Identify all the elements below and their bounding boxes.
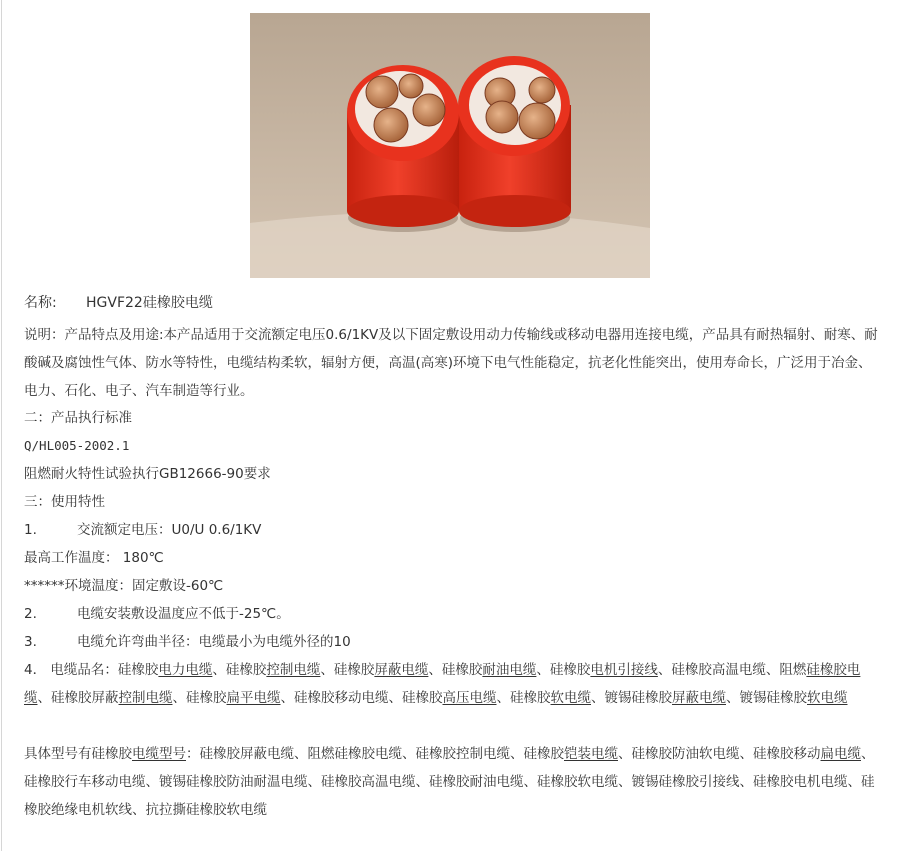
cable-type-link[interactable]: 控制电缆: [266, 662, 321, 678]
max-temperature: 最高工作温度： 180℃: [24, 550, 164, 566]
product-description: 说明：产品特点及用途:本产品适用于交流额定电压0.6/1KV及以下固定敷设用动力传输线或移动电器用连接电缆，产品具有耐热辐射、耐寒、耐酸碱及腐蚀性气体、防水等特性，电缆结构柔软，辐射方便，高温(高寒)环境下电气性能稳定，抗老化性能突出，使用寿命长，广泛用于冶金、电力、石化、电子、汽车制造等行业。: [24, 327, 878, 399]
text-segment: 、镀锡硅橡胶: [726, 690, 807, 706]
feature-item-1: [24, 516, 884, 544]
name-label: 名称:: [24, 295, 57, 311]
text-segment: 、硅橡胶屏蔽: [37, 690, 119, 706]
standard-code: Q/HL005-2002.1: [24, 438, 130, 453]
cable-type-link[interactable]: 高压电缆: [442, 690, 497, 706]
text-segment: 、硅橡胶移动电缆、硅橡胶: [280, 690, 443, 706]
cable-type-link[interactable]: 软电缆: [807, 690, 848, 706]
cable-type-link[interactable]: 扁平电缆: [226, 690, 281, 706]
text-segment: 4． 电缆品名：硅橡胶: [24, 662, 159, 678]
install-temperature: 电缆安装敷设温度应不低于-25℃。: [77, 606, 290, 622]
text-segment: ：硅橡胶屏蔽电缆、阻燃硅橡胶电缆、硅橡胶控制电缆、硅橡胶: [186, 746, 564, 762]
text-segment: 、镀锡硅橡胶: [591, 690, 672, 706]
text-segment: 、硅橡胶行车移动电缆、镀锡硅橡胶防油耐温电缆、硅橡胶高温电缆、硅橡胶耐油电缆、硅橡胶软电缆、镀锡硅橡胶引接线、硅橡胶电机电缆、硅橡胶绝缘电机软线、抗拉撕硅橡胶软电缆: [24, 746, 875, 818]
cable-type-link[interactable]: 耐油电缆: [482, 662, 537, 678]
cable-type-link[interactable]: 铠装电缆: [564, 746, 618, 762]
feature-item-2: [24, 600, 884, 628]
product-name-line: [24, 289, 884, 317]
product-name: HGVF22硅橡胶电缆: [86, 295, 213, 311]
cable-type-link[interactable]: 屏蔽电缆: [672, 690, 726, 706]
cable-product-names: [24, 656, 884, 712]
cable-type-link[interactable]: 硅橡胶电缆: [24, 662, 861, 706]
feature-item-3: [24, 628, 884, 656]
cable-type-link[interactable]: 电缆型号: [132, 746, 186, 762]
cable-photo: [250, 13, 650, 278]
cable-type-link[interactable]: 控制电缆: [118, 690, 173, 706]
cable-type-link[interactable]: 电机引接线: [590, 662, 658, 678]
cable-type-link[interactable]: 扁电缆: [820, 746, 861, 762]
text-segment: 、硅橡胶: [320, 662, 375, 678]
cable-type-link[interactable]: 电力电缆: [158, 662, 213, 678]
cable-type-link[interactable]: 屏蔽电缆: [374, 662, 429, 678]
text-segment: 、硅橡胶: [536, 662, 591, 678]
rated-voltage: 交流额定电压：U0/U 0.6/1KV: [77, 522, 262, 538]
text-segment: 、硅橡胶: [428, 662, 483, 678]
item-number: 3.: [24, 634, 37, 650]
text-segment: 、硅橡胶: [212, 662, 267, 678]
text-segment: 、硅橡胶高温电缆、阻燃: [657, 662, 807, 678]
text-segment: 、硅橡胶: [496, 690, 551, 706]
text-segment: 、硅橡胶防油软电缆、硅橡胶移动: [618, 746, 821, 762]
flame-test-line: 阻燃耐火特性试验执行GB12666-90要求: [24, 466, 271, 482]
item-number: 1.: [24, 522, 37, 538]
cable-type-link[interactable]: 软电缆: [550, 690, 591, 706]
cable-model-list: [24, 740, 884, 824]
bend-radius: 电缆允许弯曲半径：电缆最小为电缆外径的10: [77, 634, 351, 650]
environment-temperature: ******环境温度：固定敷设-60℃: [24, 578, 224, 594]
features-heading: 三：使用特性: [24, 494, 105, 510]
item-number: 2.: [24, 606, 37, 622]
text-segment: 、硅橡胶: [172, 690, 227, 706]
text-segment: 具体型号有硅橡胶: [24, 746, 132, 762]
left-border: [1, 0, 2, 851]
standards-heading: 二：产品执行标准: [24, 410, 132, 426]
